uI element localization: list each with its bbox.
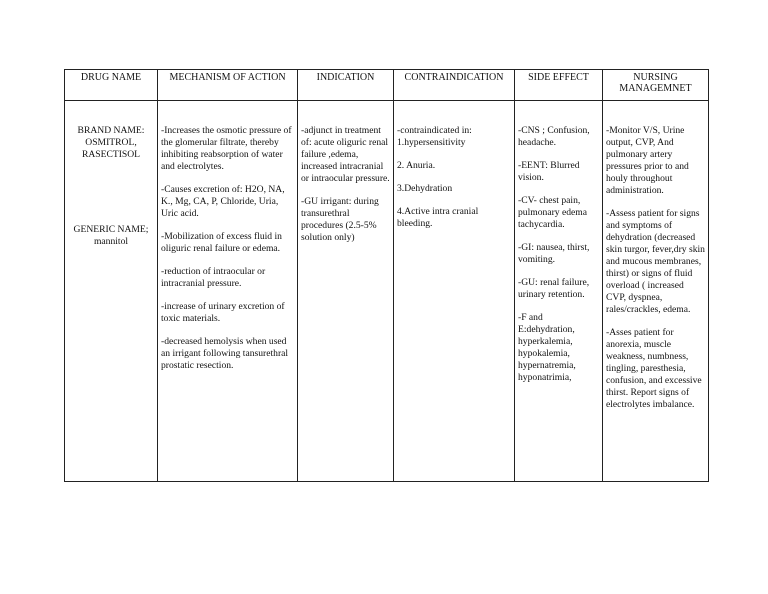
mechanism-item: -reduction of intraocular or intracranial pressure. bbox=[161, 266, 266, 289]
header-drug-name: DRUG NAME bbox=[65, 70, 158, 101]
mechanism-item: -decreased hemolysis when used an irrigant following tansurethral prostatic resection. bbox=[161, 336, 289, 371]
header-row bbox=[65, 70, 709, 101]
side-effect-item: -GI: nausea, thirst, vomiting. bbox=[518, 242, 590, 265]
cell-side-effect bbox=[515, 101, 603, 482]
mechanism-item: -Mobilization of excess fluid in oliguric renal failure or edema. bbox=[161, 231, 282, 254]
header-side-effect: SIDE EFFECT bbox=[515, 70, 603, 101]
drug-table bbox=[64, 69, 709, 482]
contraindication-item: 3.Dehydration bbox=[397, 183, 453, 194]
brand-name: BRAND NAME: OSMITROL, RASECTISOL bbox=[77, 125, 145, 160]
nursing-item: -Assess patient for signs and symptoms of dehydration (decreased skin turgor, fever,dry skin and mucous membranes, thirst) or signs of fluid overload ( increased CVP, dyspnea, rales/crackles, edema. bbox=[606, 208, 705, 315]
indication-item: -adjunct in treatment of: acute oliguric renal failure ,edema, increased intracranial or intraocular pressure. bbox=[301, 125, 390, 184]
generic-name: GENERIC NAME; mannitol bbox=[73, 224, 149, 247]
cell-mechanism bbox=[158, 101, 298, 482]
side-effect-item: -GU: renal failure, urinary retention. bbox=[518, 277, 590, 300]
side-effect-item: -CNS ; Confusion, headache. bbox=[518, 125, 590, 148]
mechanism-item: -Increases the osmotic pressure of the glomerular filtrate, thereby inhibiting reabsorption of water and electrolytes. bbox=[161, 125, 292, 172]
cell-drug-name bbox=[65, 101, 158, 482]
side-effect-item: -F and E:dehydration, hyperkalemia, hypokalemia, hypernatremia, hyponatrimia, bbox=[518, 312, 576, 383]
header-contraindication: CONTRAINDICATION bbox=[394, 70, 515, 101]
contraindication-item: 4.Active intra cranial bleeding. bbox=[397, 206, 479, 229]
mechanism-item: -increase of urinary excretion of toxic materials. bbox=[161, 301, 285, 324]
mechanism-item: -Causes excretion of: H2O, NA, K., Mg, CA, P, Chloride, Uria, Uric acid. bbox=[161, 184, 285, 219]
indication-item: -GU irrigant: during transurethral procedures (2.5-5% solution only) bbox=[301, 196, 379, 243]
side-effect-item: -EENT: Blurred vision. bbox=[518, 160, 580, 183]
table-row bbox=[65, 101, 709, 482]
header-mechanism: MECHANISM OF ACTION bbox=[158, 70, 298, 101]
cell-indication bbox=[298, 101, 394, 482]
side-effect-item: -CV- chest pain, pulmonary edema tachycardia. bbox=[518, 195, 587, 230]
nursing-item: -Asses patient for anorexia, muscle weakness, numbness, tingling, paresthesia, confusion, and excessive thirst. Report signs of electrolytes imbalance. bbox=[606, 327, 702, 410]
nursing-item: -Monitor V/S, Urine output, CVP, And pulmonary artery pressures prior to and houly throughout administration. bbox=[606, 125, 689, 196]
header-indication: INDICATION bbox=[298, 70, 394, 101]
cell-nursing bbox=[603, 101, 709, 482]
contraindication-item: -contraindicated in: 1.hypersensitivity bbox=[397, 125, 472, 148]
header-nursing: NURSING MANAGEMNET bbox=[603, 70, 709, 101]
contraindication-item: 2. Anuria. bbox=[397, 160, 436, 171]
cell-contraindication bbox=[394, 101, 515, 482]
